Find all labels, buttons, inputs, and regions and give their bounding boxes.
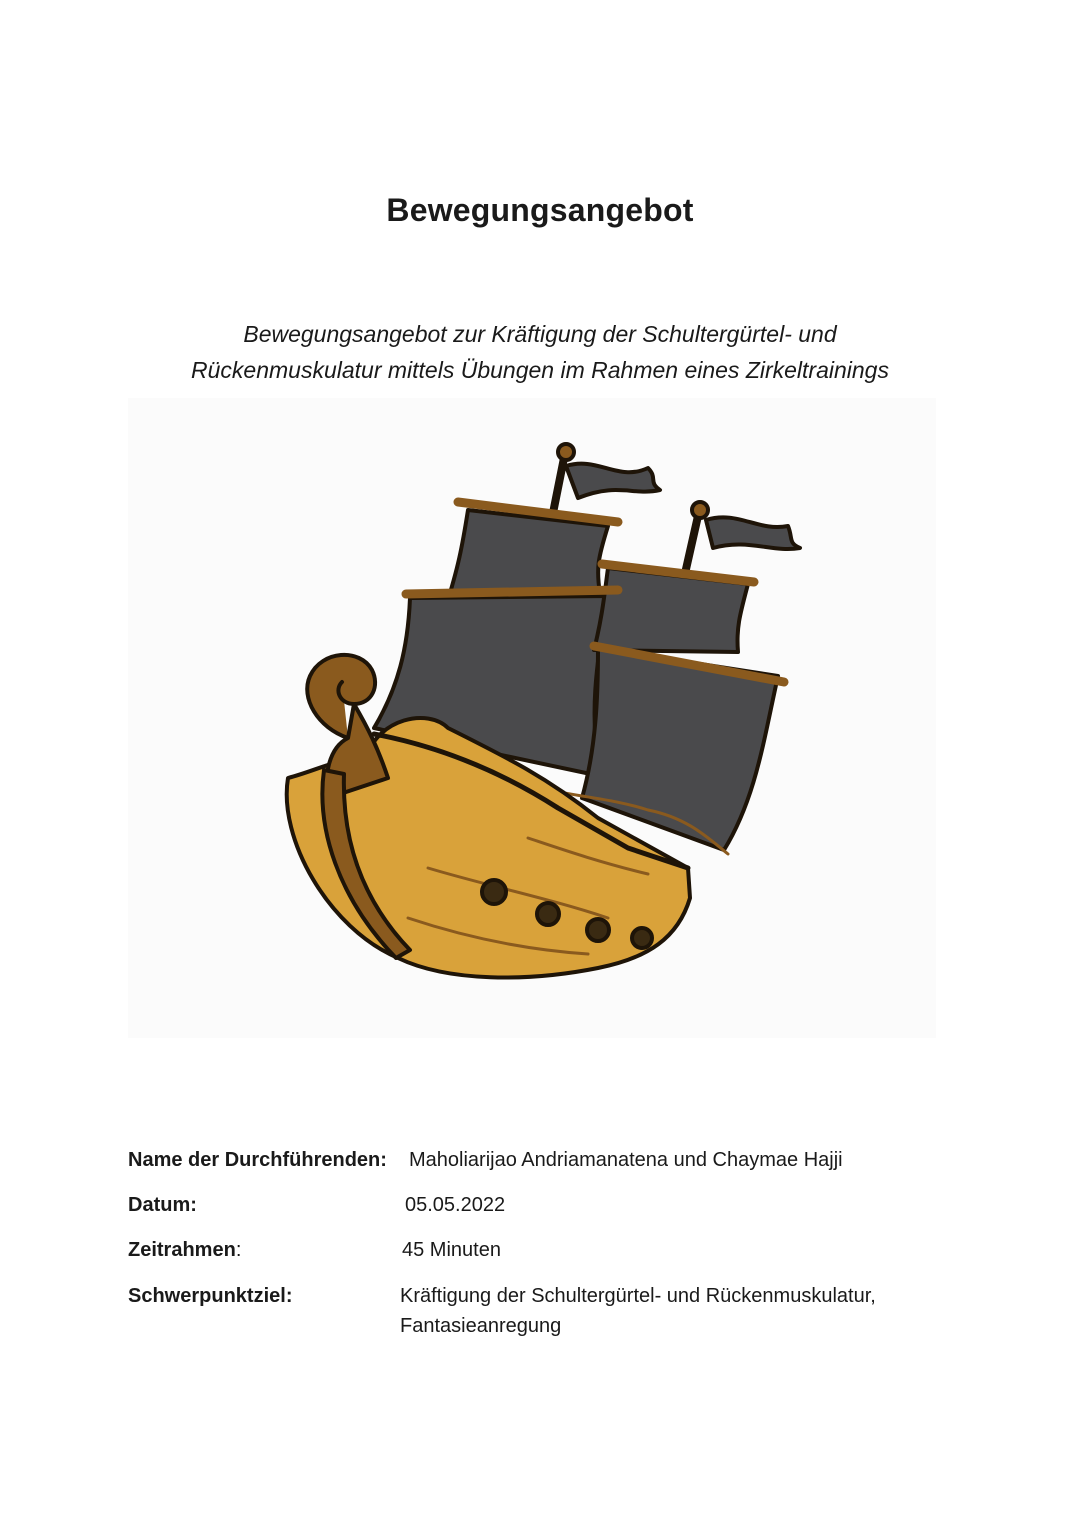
time-value: 45 Minuten [402, 1239, 501, 1261]
name-value: Maholiarijao Andriamanatena und Chaymae Hajji [409, 1149, 843, 1171]
goal-value-line-1: Kräftigung der Schultergürtel- und Rückenmuskulatur, [400, 1285, 876, 1307]
subtitle-line-1: Bewegungsangebot zur Kräftigung der Schultergürtel- und [243, 321, 837, 347]
page-title: Bewegungsangebot [386, 192, 694, 228]
pirate-ship-icon [128, 398, 936, 1038]
goal-value-line-2: Fantasieanregung [400, 1315, 562, 1337]
name-label: Name der Durchführenden: [128, 1149, 387, 1171]
page-subtitle [140, 316, 940, 388]
goal-label: Schwerpunktziel: [128, 1285, 293, 1307]
date-label: Datum: [128, 1194, 197, 1216]
goal-value [400, 1281, 876, 1341]
info-section [128, 1145, 948, 1365]
subtitle-line-2: Rückenmuskulatur mittels Übungen im Rahmen eines Zirkeltrainings [191, 357, 889, 383]
ship-illustration [128, 398, 936, 1038]
date-value: 05.05.2022 [405, 1194, 506, 1216]
time-label: Zeitrahmen: [128, 1239, 242, 1261]
